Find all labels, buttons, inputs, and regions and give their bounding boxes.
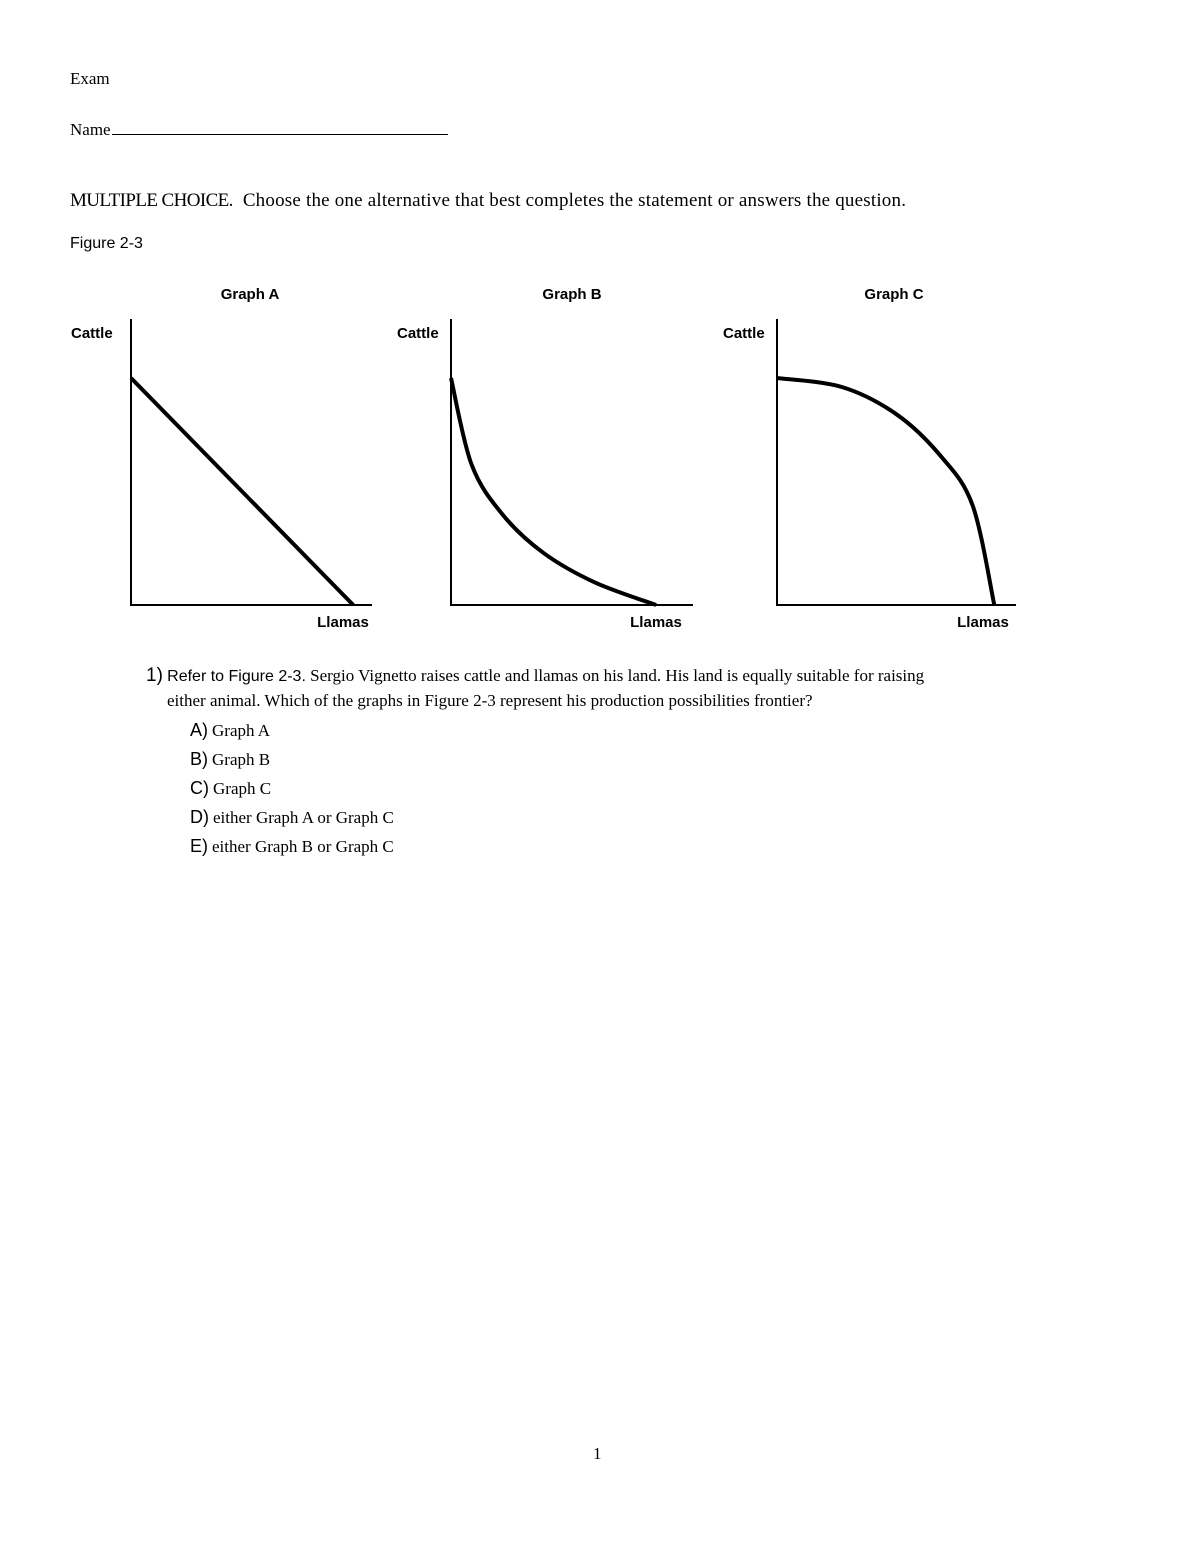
graph-b-frontier-curve [451, 378, 656, 605]
choice-e[interactable] [190, 832, 394, 861]
graph-a-frontier-line [131, 378, 353, 605]
choice-text: either Graph A or Graph C [213, 808, 394, 827]
question-1 [146, 664, 924, 713]
instructions-lead: MULTIPLE CHOICE. [70, 190, 233, 211]
graph-b-ylabel: Cattle [397, 325, 439, 342]
choice-b[interactable] [190, 745, 394, 774]
choice-a[interactable] [190, 716, 394, 745]
choice-letter: C) [190, 778, 209, 798]
graph-c-title: Graph C [864, 286, 924, 303]
choice-letter: A) [190, 720, 208, 740]
choice-text: either Graph B or Graph C [212, 837, 394, 856]
choice-text: Graph B [212, 750, 271, 769]
choice-letter: D) [190, 807, 209, 827]
graph-a-title: Graph A [220, 286, 280, 303]
choice-text: Graph A [212, 721, 271, 740]
graph-a-xlabel: Llamas [317, 614, 369, 631]
graph-c-xlabel: Llamas [957, 614, 1009, 631]
graph-b-title: Graph B [542, 286, 602, 303]
question-number: 1) [146, 665, 163, 686]
instructions-text: Choose the one alternative that best completes the statement or answers the question. [242, 190, 907, 211]
question-1-line-1 [146, 664, 924, 689]
exam-title: Exam [70, 69, 110, 88]
graph-a [71, 286, 372, 631]
graph-b-xlabel: Llamas [630, 614, 682, 631]
graph-c-ylabel: Cattle [723, 325, 765, 342]
figure-label: Figure 2-3 [70, 235, 143, 252]
name-label: Name [70, 120, 111, 139]
choice-letter: B) [190, 749, 208, 769]
graph-c [723, 286, 1016, 631]
graph-b [397, 286, 693, 631]
choice-letter: E) [190, 836, 208, 856]
question-text-line-1: Sergio Vignetto raises cattle and llamas on his land. His land is equally suitable for raising [310, 666, 925, 685]
answer-choices [190, 716, 394, 861]
page-number: 1 [593, 1444, 602, 1463]
figure-2-3 [0, 0, 1200, 650]
choice-text: Graph C [213, 779, 272, 798]
graph-c-frontier-curve [777, 378, 994, 605]
question-reference: Refer to Figure 2-3. [167, 668, 306, 685]
question-text-line-2: either animal. Which of the graphs in Figure 2-3 represent his production possibilities frontier? [167, 691, 813, 710]
choice-d[interactable] [190, 803, 394, 832]
graph-a-ylabel: Cattle [71, 325, 113, 342]
choice-c[interactable] [190, 774, 394, 803]
